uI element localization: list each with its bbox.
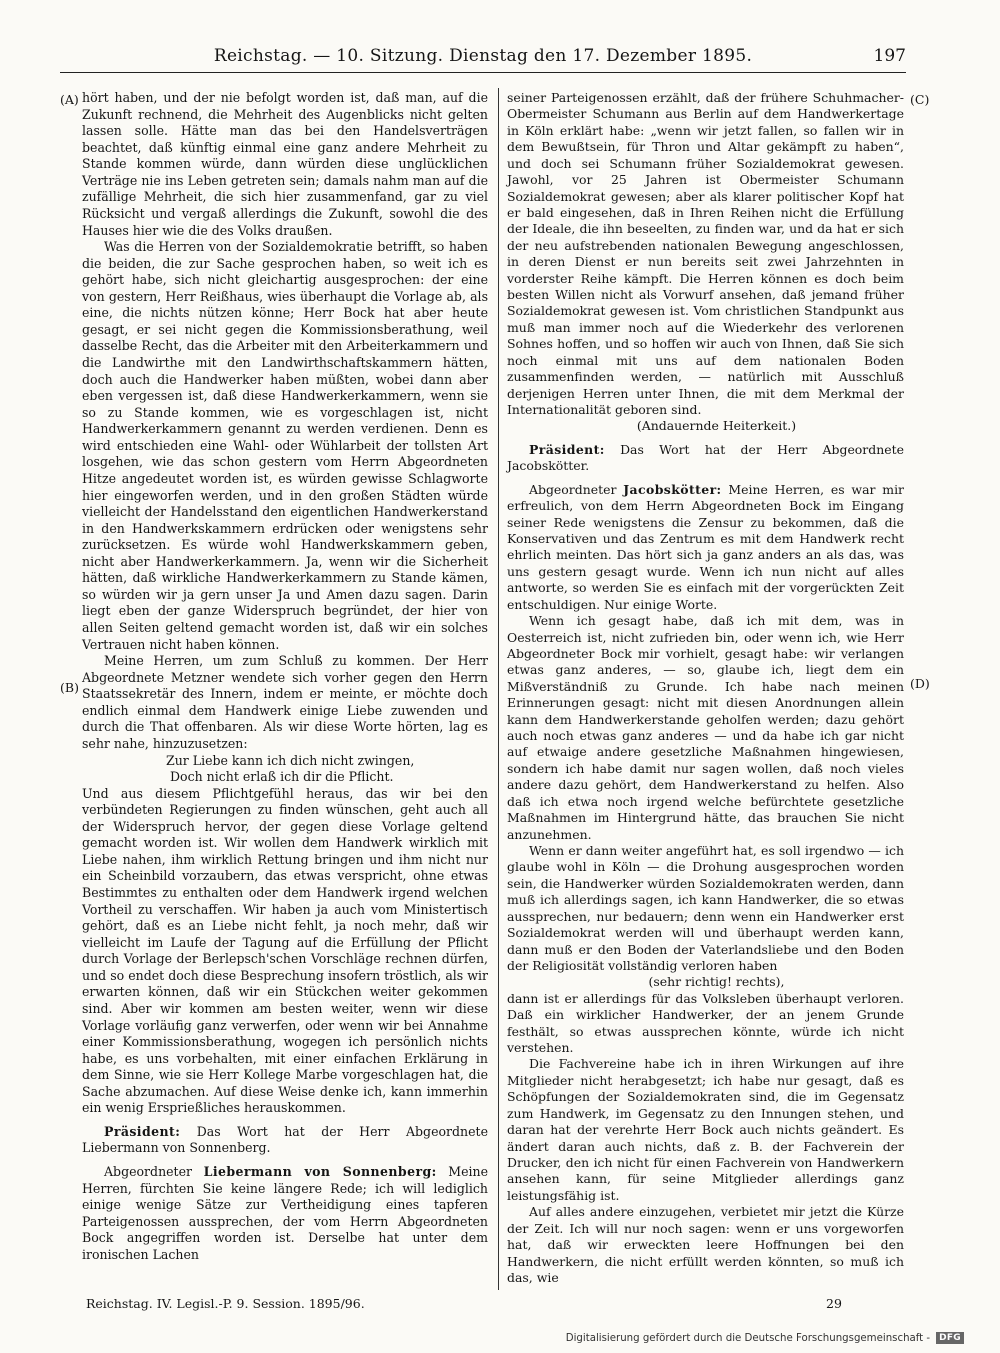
- margin-marker-d: (D): [910, 676, 930, 691]
- right-column: [507, 90, 904, 1286]
- speaker-name: Liebermann von Sonnenberg:: [203, 1164, 437, 1179]
- president-text: Das Wort hat der Herr Abgeordnete Liebermann von Sonnenberg.: [82, 1123, 488, 1156]
- margin-marker-c: (C): [910, 92, 930, 107]
- speaker-intro: Abgeordneter: [104, 1164, 192, 1179]
- paragraph: Wenn ich gesagt habe, daß ich mit dem, was in Oesterreich ist, nicht zufrieden bin, oder wenn ich, wie Herr Abgeordneter Bock mir vorhielt, gesagt habe: wir verlangen etwas ganz anderes, — so, glaube ich, liegt dem ein Mißverständniß zu Grunde. Ich habe nach meinen Erinnerungen gesagt: nicht mit diesen Anordnungen allein kann dem Handwerkerstande geholfen werden; dazu gehört auch noch etwas ganz anderes — und da habe ich gar nicht auf etwaige andere gesetzliche Maßnahmen hingewiesen, sondern ich habe damit nur sagen wollen, daß noch vieles andere dazu gehört, dem Handwerkerstand zu helfen. Also daß ich etwa noch irgend welche befürchtete gesetzliche Maßnahmen im Hintergrund hätte, das brauchen Sie nicht anzunehmen.: [507, 613, 904, 842]
- verse-line: Zur Liebe kann ich dich nicht zwingen,: [166, 752, 415, 768]
- speech: [82, 1164, 488, 1263]
- margin-marker-b: (B): [60, 680, 79, 695]
- president-text: Das Wort hat der Herr Abgeordnete Jacobskötter.: [507, 441, 904, 474]
- footer-session-note: Reichstag. IV. Legisl.-P. 9. Session. 1895/96.: [86, 1296, 365, 1311]
- signature-mark: 29: [826, 1296, 842, 1311]
- paragraph: seiner Parteigenossen erzählt, daß der frühere Schuhmacher-Obermeister Schumann aus Berlin auf dem Handwerkertage in Köln erklärt habe: „wenn wir jetzt fallen, so fallen wir in dem Bewußtsein, für Thron und Altar gekämpft zu haben“, und doch sei Schumann früher Sozialdemokrat gewesen. Jawohl, vor 25 Jahren ist Obermeister Schumann Sozialdemokrat gewesen; aber als klarer politischer Kopf hat er bald eingesehen, daß in Ihren Reihen nicht die Erfüllung der Ideale, die ihn beseelten, zu finden war, und da hat er sich der neu aufstrebenden nationalen Bewegung angeschlossen, in deren Dienst er nun bereits seit zwei Jahrzehnten in vorderster Reihe kämpft. Die Herren können es doch beim besten Willen nicht als Vorwurf ansehen, daß jemand früher Sozialdemokrat gewesen ist. Vom christlichen Standpunkt aus muß man immer noch auf die Wiederkehr des verlorenen Sohnes hoffen, und so hoffen wir auch von Ihnen, daß Sie sich noch einmal mit uns auf dem nationalen Boden zusammenfinden werden, — natürlich mit Ausschluß derjenigen Herren unter Ihnen, die mit dem Merkmal der Internationalität geboren sind.: [507, 90, 904, 418]
- reaction: (sehr richtig! rechts),: [648, 974, 785, 990]
- speech: [507, 482, 904, 613]
- paragraph: dann ist er allerdings für das Volksleben überhaupt verloren. Daß ein wirklicher Handwerker, der an jenem Grunde festhält, so etwas aussprechen könnte, würde ich nicht verstehen.: [507, 990, 904, 1056]
- running-title: Reichstag. — 10. Sitzung. Dienstag den 17. Dezember 1895.: [213, 46, 753, 66]
- verse-line: Doch nicht erlaß ich dir die Pflicht.: [170, 769, 394, 785]
- president-statement: [82, 1124, 488, 1157]
- paragraph: Die Fachvereine habe ich in ihren Wirkungen auf ihre Mitglieder nicht herabgesetzt; ich habe nur gesagt, daß es Schöpfungen der Sozialdemokraten sind, die im Gegensatz zum Handwerk, im Gegensatz zu den Innungen stehen, und daran hat der verehrte Herr Bock auch nichts geändert. Es ändert daran auch nichts, daß z. B. der Fachverein der Drucker, den ich nicht für einen Fachverein von Handwerkern ansehen kann, für seine Mitglieder allerdings ganz leistungsfähig ist.: [507, 1056, 904, 1203]
- credit-text: Digitalisierung gefördert durch die Deutsche Forschungsgemeinschaft -: [565, 1332, 931, 1344]
- paragraph: hört haben, und der nie befolgt worden ist, daß man, auf die Zukunft rechnend, die Mehrheit des Augenblicks nicht gelten lassen solle. Hätte man das bei den Handelsverträgen beachtet, daß künftig einmal eine ganz andere Mehrheit zu Stande kommen würde, dann würden diese unglücklichen Verträge nie ins Leben getreten sein; damals nahm man auf die zufällige Mehrheit, die sich hier zusammenfand, gar zu viel Rücksicht und vergaß allerdings die Zukunft, sowohl die des Hauses hier wie die des Volks draußen.: [82, 90, 488, 238]
- page-header: [60, 46, 906, 70]
- paragraph: Wenn er dann weiter angeführt hat, es soll irgendwo — ich glaube wohl in Köln — die Drohung ausgesprochen worden sein, die Handwerker würden Sozialdemokraten werden, dann muß ich allerdings sagen, ich kann Handwerker, die so etwas aussprechen, nur bedauern; denn wenn ein Handwerker erst Sozialdemokrat werden will und überhaupt werden kann, dann muß er den Boden der Vaterlandsliebe und den Boden der Religiosität vollständig verloren haben: [507, 842, 904, 973]
- speech-text: Meine Herren, fürchten Sie keine längere Rede; ich will lediglich einige wenige Sätze zur Vertheidigung eines tapferen Parteigenossen aussprechen, der vom Herrn Abgeordneten Bock angegriffen worden ist. Derselbe hat unter dem ironischen Lachen: [82, 1164, 489, 1262]
- paragraph: Auf alles andere einzugehen, verbietet mir jetzt die Kürze der Zeit. Ich will nur noch sagen: wenn er uns vorgeworfen hat, daß wir erweckten leere Hoffnungen bei den Handwerkern, die nicht erfüllt werden könnten, so muß ich das, wie: [507, 1204, 904, 1285]
- page-number: 197: [873, 46, 906, 66]
- margin-marker-a: (A): [60, 92, 79, 107]
- president-label: Präsident:: [104, 1123, 181, 1139]
- paragraph: Meine Herren, um zum Schluß zu kommen. Der Herr Abgeordnete Metzner wendete sich vorher gegen den Herrn Staatssekretär des Innern, indem er meinte, er möchte doch endlich einmal dem Handwerk einige Liebe zuwenden und durch die That offenbaren. Als wir diese Worte hörten, lag es sehr nahe, hinzuzusetzen:: [82, 653, 488, 751]
- column-divider: [498, 88, 499, 1290]
- digitization-credit: [566, 1332, 964, 1344]
- speaker-name: Jacobskötter:: [623, 481, 722, 497]
- header-rule: [60, 72, 906, 73]
- left-column: [82, 90, 488, 1263]
- reaction: (Andauernde Heiterkeit.): [636, 418, 797, 434]
- president-statement: [507, 442, 904, 475]
- president-label: Präsident:: [529, 441, 605, 457]
- speaker-intro: Abgeordneter: [529, 481, 617, 497]
- paragraph: Und aus diesem Pflichtgefühl heraus, das wir bei den verbündeten Regierungen zu finden wünschen, geht auch all der Widerspruch hervor, der gegen diese Vorlage geltend gemacht worden ist. Wir wollen dem Handwerk wirklich mit Liebe nahen, ihm wirklich Rettung bringen und ihm nicht nur ein Scheinbild vorzaubern, das etwas verspricht, ohne etwas Bestimmtes zu enthalten oder dem Handwerk irgend welchen Vortheil zu verschaffen. Wir haben ja auch vom Ministertisch gehört, daß es an Liebe nicht fehlt, ja noch mehr, daß wir vielleicht im Laufe der Tagung auf die Erfüllung der Pflicht durch Vorlage der Berlepsch'schen Vorschläge rechnen dürfen, und so endet doch diese Besprechung insofern tröstlich, als wir erwarten können, daß wir ein Stückchen weiter gekommen sind. Aber wir kommen am besten weiter, wenn wir diese Vorlage vorläufig ganz verwerfen, oder wenn wir bei Annahme einer Kommissionsberathung, wogegen ich persönlich nichts habe, es uns vorbehalten, mit einer einfachen Erklärung in dem Sinne, wie sie Herr Kollege Marbe vorgeschlagen hat, die Sache abzumachen. Auf diese Weise denke ich, kann immerhin ein wenig Ersprießliches herauskommen.: [82, 785, 488, 1116]
- paragraph: Was die Herren von der Sozialdemokratie betrifft, so haben die beiden, die zur Sache gesprochen haben, so weit ich es gehört habe, sich nicht gleichartig ausgesprochen: der eine von gestern, Herr Reißhaus, wies überhaupt die Vorlage ab, als eine, die nichts nützen könne; Herr Bock hat aber heute gesagt, er sei nicht gegen die Kommissionsberathung, weil dasselbe Recht, das die Arbeiter mit den Arbeiterkammern und die Landwirthe mit den Landwirthschaftskammern hätten, doch auch die Handwerker haben müßten, wobei dann aber eben vergessen ist, daß diese Handwerkerkammern, wenn sie so zu Stande kommen, wie es vorgeschlagen ist, nicht Handwerkerkammern genannt zu werden verdienen. Denn es wird entschieden eine Wahl- oder Wühlarbeit der tollsten Art losgehen, wie das schon gestern vom Herrn Abgeordneten Hitze angedeutet worden ist, es würden gewisse Schlagworte hier eingeworfen werden, und in den großen Städten würde vielleicht der Handelsstand den eigentlichen Handwerkerstand in den Handwerkskammern erdrücken oder wenigstens sehr zurücksetzen. Es würde wohl Handwerkskammern geben, nicht aber Handwerkerkammern. Ja, wenn wir die Sicherheit hätten, daß wirkliche Handwerkerkammern zu Stande kämen, so würden wir ja gern unser Ja und Amen dazu sagen. Darin liegt eben der ganze Widerspruch begründet, der hier von allen Seiten geltend gemacht worden ist, daß wir ein solches Vertrauen nicht haben können.: [82, 239, 488, 652]
- dfg-logo: DFG: [936, 1332, 964, 1344]
- speech-text: Meine Herren, es war mir erfreulich, von dem Herrn Abgeordneten Bock im Eingang seiner Rede wenigstens die Zensur zu bekommen, daß die Konservativen und das Zentrum es mit dem Handwerk recht ehrlich meinten. Das hört sich ja ganz anders an als das, was uns gestern gesagt wurde. Wenn ich nun nicht auf alles antworte, so werden Sie es einfach mit der vorgerückten Zeit entschuldigen. Nur einige Worte.: [507, 481, 904, 612]
